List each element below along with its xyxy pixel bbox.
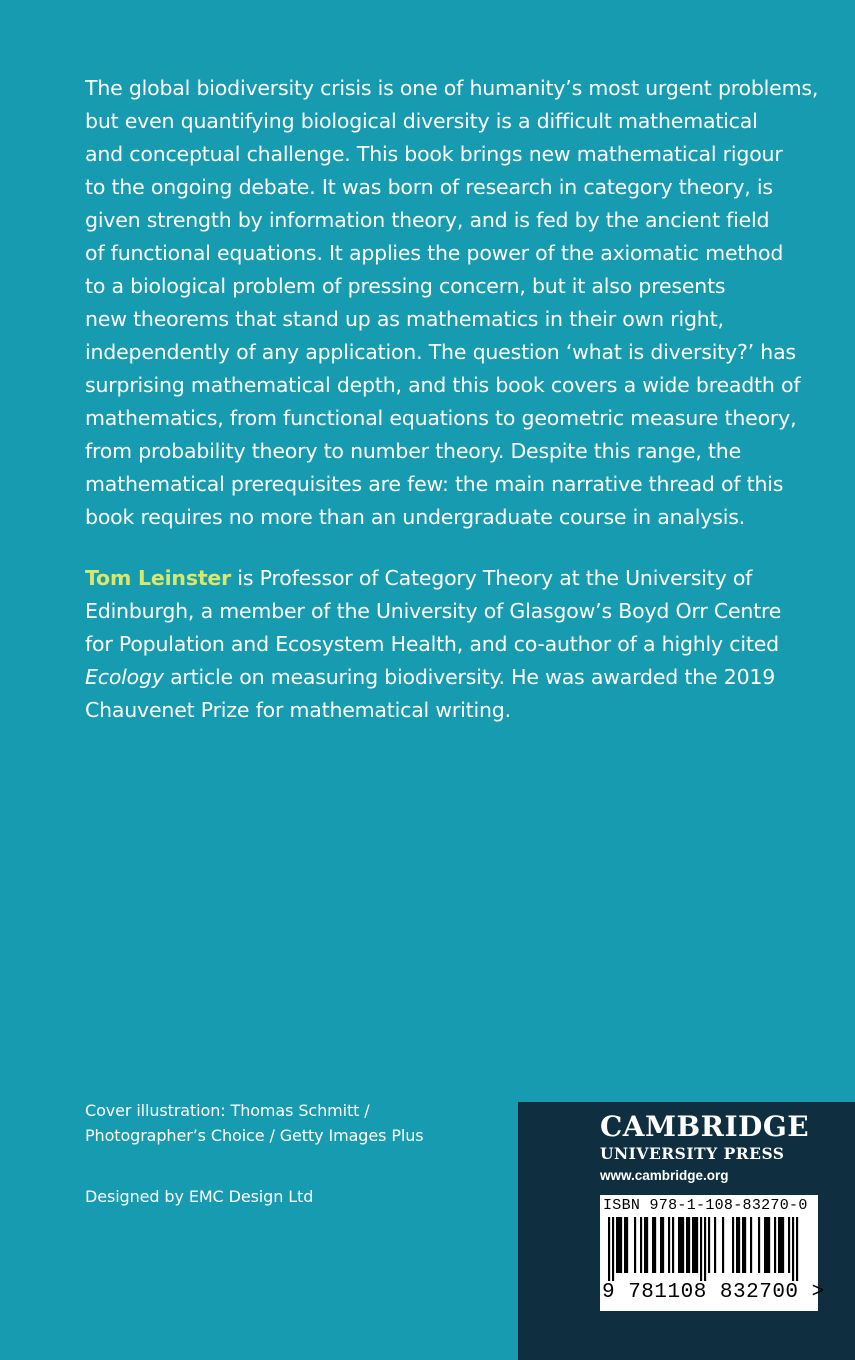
- barcode-bar: [708, 1217, 710, 1273]
- barcode-bar: [766, 1217, 768, 1273]
- description-line: The global biodiversity crisis is one of humanity’s most urgent problems,: [85, 76, 819, 100]
- barcode-bar: [758, 1217, 760, 1273]
- barcode-bar: [722, 1217, 724, 1273]
- barcode-bar: [634, 1217, 636, 1273]
- publisher-name: CAMBRIDGE: [600, 1110, 810, 1143]
- bio-line: for Population and Ecosystem Health, and co-author of a highly cited: [85, 632, 779, 656]
- barcode-bar: [778, 1217, 780, 1273]
- publisher-subtitle: UNIVERSITY PRESS: [600, 1144, 785, 1163]
- barcode-bar: [640, 1217, 642, 1273]
- barcode-bar: [750, 1217, 752, 1273]
- barcode-bar: [696, 1217, 698, 1273]
- barcode-bar: [714, 1217, 716, 1273]
- barcode-bar: [662, 1217, 664, 1273]
- description-line: new theorems that stand up as mathematics in their own right,: [85, 307, 724, 331]
- author-bio: [85, 562, 825, 727]
- design-credit: [85, 1184, 313, 1209]
- publisher-panel: [518, 1102, 855, 1360]
- barcode-bar: [780, 1217, 782, 1273]
- barcode-bar: [686, 1217, 688, 1273]
- description-line: mathematical prerequisites are few: the main narrative thread of this: [85, 472, 784, 496]
- barcode-bar: [700, 1217, 702, 1281]
- barcode-bar: [782, 1217, 784, 1273]
- barcode-bar: [672, 1217, 674, 1273]
- barcode-bar: [694, 1217, 696, 1273]
- barcode-bar: [626, 1217, 628, 1273]
- bio-line: [85, 661, 825, 694]
- isbn-label: ISBN 978-1-108-83270-0: [603, 1197, 808, 1214]
- credit-line: Photographer’s Choice / Getty Images Plus: [85, 1126, 424, 1145]
- illustration-credit: [85, 1098, 424, 1148]
- bio-line: Edinburgh, a member of the University of Glasgow’s Boyd Orr Centre: [85, 599, 782, 623]
- barcode-bar: [652, 1217, 654, 1273]
- barcode-bar: [678, 1217, 680, 1273]
- barcode-bar: [768, 1217, 770, 1273]
- description-line: to a biological problem of pressing concern, but it also presents: [85, 274, 726, 298]
- barcode-bar: [618, 1217, 620, 1273]
- barcode-bar: [680, 1217, 682, 1273]
- barcode-bar: [624, 1217, 626, 1273]
- description-line: book requires no more than an undergraduate course in analysis.: [85, 505, 745, 529]
- barcode-bar: [620, 1217, 622, 1273]
- barcode-bar: [788, 1217, 790, 1273]
- barcode-bar: [612, 1217, 614, 1281]
- barcode-bar: [732, 1217, 734, 1273]
- book-description: [85, 72, 825, 534]
- barcode-bar: [644, 1217, 646, 1273]
- description-line: and conceptual challenge. This book brings new mathematical rigour: [85, 142, 783, 166]
- barcode-bars-icon: [608, 1217, 810, 1283]
- barcode-bar: [742, 1217, 744, 1273]
- description-line: but even quantifying biological diversity is a difficult mathematical: [85, 109, 758, 133]
- barcode-bar: [646, 1217, 648, 1273]
- barcode-digits: 9 781108 832700 >: [602, 1281, 825, 1304]
- barcode-bar: [704, 1217, 706, 1281]
- barcode-bar: [736, 1217, 738, 1273]
- barcode-bar: [796, 1217, 798, 1281]
- bio-line: Chauvenet Prize for mathematical writing.: [85, 698, 511, 722]
- barcode-bar: [654, 1217, 656, 1273]
- description-line: to the ongoing debate. It was born of research in category theory, is: [85, 175, 773, 199]
- journal-title: Ecology: [85, 665, 164, 689]
- credit-line: Cover illustration: Thomas Schmitt /: [85, 1101, 370, 1120]
- bio-text: article on measuring biodiversity. He was awarded the 2019: [163, 665, 776, 689]
- barcode-bar: [616, 1217, 618, 1273]
- barcode-bar: [738, 1217, 740, 1273]
- description-line: independently of any application. The question ‘what is diversity?’ has: [85, 340, 796, 364]
- barcode-bar: [764, 1217, 766, 1273]
- description-line: of functional equations. It applies the power of the axiomatic method: [85, 241, 784, 265]
- publisher-url: www.cambridge.org: [600, 1168, 729, 1183]
- bio-line: [85, 562, 825, 595]
- barcode-bar: [692, 1217, 694, 1273]
- bio-text: is Professor of Category Theory at the University of: [231, 566, 753, 590]
- barcode-bar: [668, 1217, 670, 1273]
- barcode-bar: [688, 1217, 690, 1273]
- author-name: Tom Leinster: [85, 566, 232, 590]
- barcode-bar: [774, 1217, 776, 1273]
- description-line: surprising mathematical depth, and this book covers a wide breadth of: [85, 373, 801, 397]
- description-line: given strength by information theory, and is fed by the ancient field: [85, 208, 770, 232]
- description-line: mathematics, from functional equations to geometric measure theory,: [85, 406, 797, 430]
- description-line: from probability theory to number theory. Despite this range, the: [85, 439, 742, 463]
- barcode-bar: [744, 1217, 746, 1273]
- barcode-bar: [792, 1217, 794, 1281]
- barcode-bar: [660, 1217, 662, 1273]
- barcode-bar: [682, 1217, 684, 1273]
- isbn-barcode: [600, 1195, 825, 1311]
- barcode-bar: [608, 1217, 610, 1281]
- credit-line: Designed by EMC Design Ltd: [85, 1187, 314, 1206]
